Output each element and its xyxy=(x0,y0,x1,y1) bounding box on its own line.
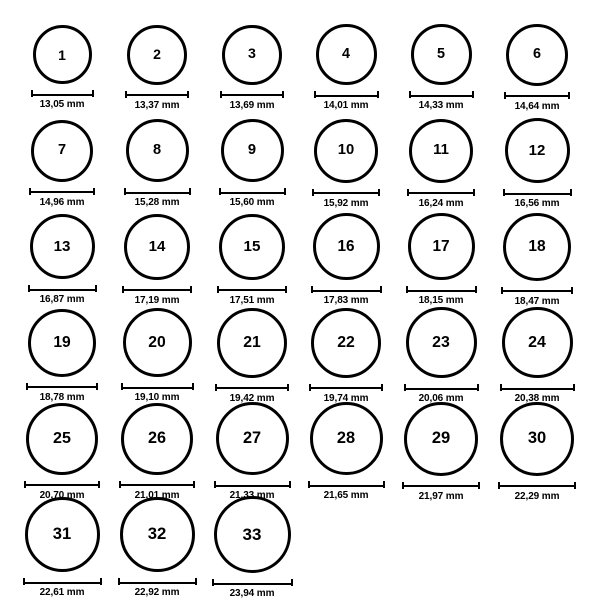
ring-circle xyxy=(216,402,289,475)
ring-size-cell xyxy=(207,496,297,599)
diameter-label: 14,96 mm xyxy=(39,196,85,208)
ring-circle xyxy=(221,119,284,182)
dimension-line xyxy=(219,188,286,195)
ring-circle xyxy=(310,402,383,475)
ring-dimension xyxy=(29,188,95,208)
ring-size-cell xyxy=(112,25,202,111)
ring-size-cell xyxy=(17,120,107,208)
ring-circle xyxy=(219,214,285,280)
diameter-label: 15,92 mm xyxy=(323,197,369,209)
ring-size-cell xyxy=(17,309,107,403)
ring-size-cell xyxy=(207,119,297,208)
ring-circle xyxy=(411,24,472,85)
ring-size-label: 5 xyxy=(436,46,445,63)
ring-dimension xyxy=(121,383,194,403)
ring-circle xyxy=(121,403,193,475)
diameter-label: 20,70 mm xyxy=(39,489,85,501)
dimension-line xyxy=(406,286,477,293)
diameter-label: 14,64 mm xyxy=(514,100,560,112)
dimension-line xyxy=(500,384,575,391)
ring-size-cell xyxy=(492,213,582,307)
dimension-line xyxy=(124,188,191,195)
diameter-label: 19,74 mm xyxy=(323,392,369,404)
ring-circle xyxy=(503,213,571,281)
ring-dimension xyxy=(212,579,293,599)
ring-circle xyxy=(127,25,187,85)
diameter-label: 13,05 mm xyxy=(39,99,85,110)
ring-size-cell xyxy=(112,403,202,501)
ring-size-cell xyxy=(492,402,582,502)
diameter-label: 14,33 mm xyxy=(418,100,464,111)
ring-circle xyxy=(222,25,282,85)
diameter-label: 16,24 mm xyxy=(418,197,464,209)
ring-circle xyxy=(313,213,380,280)
ring-dimension xyxy=(311,286,382,306)
ring-circle xyxy=(217,308,287,378)
ring-dimension xyxy=(406,286,477,306)
diameter-label: 13,37 mm xyxy=(134,99,180,111)
ring-size-label: 28 xyxy=(336,429,356,448)
ring-size-cell xyxy=(17,497,107,598)
ring-dimension xyxy=(28,285,97,305)
ring-dimension xyxy=(312,189,380,209)
ring-circle xyxy=(409,119,473,183)
diameter-label: 16,87 mm xyxy=(39,294,85,305)
ring-circle xyxy=(506,24,568,86)
ring-size-label: 30 xyxy=(527,429,547,448)
ring-size-label: 22 xyxy=(337,333,355,351)
ring-size-label: 4 xyxy=(342,46,350,63)
dimension-line xyxy=(312,189,380,196)
dimension-line xyxy=(309,384,383,391)
diameter-label: 21,33 mm xyxy=(229,490,275,501)
dimension-line xyxy=(214,481,291,488)
ring-circle xyxy=(311,308,381,378)
ring-circle xyxy=(406,307,477,378)
diameter-label: 13,69 mm xyxy=(229,99,275,111)
dimension-line xyxy=(407,189,475,196)
ring-circle xyxy=(28,309,96,377)
ring-dimension xyxy=(308,481,385,501)
ring-dimension xyxy=(118,578,197,598)
ring-circle xyxy=(123,308,192,377)
ring-circle xyxy=(502,307,573,378)
ring-circle xyxy=(316,24,377,85)
dimension-line xyxy=(23,578,102,585)
diameter-label: 22,92 mm xyxy=(134,587,180,598)
ring-size-cell xyxy=(17,25,107,110)
ring-dimension xyxy=(314,91,379,111)
dimension-line xyxy=(501,287,573,294)
ring-size-cell xyxy=(207,214,297,306)
ring-circle xyxy=(314,119,378,183)
dimension-line xyxy=(498,482,576,489)
ring-dimension xyxy=(407,189,475,209)
dimension-line xyxy=(26,383,98,390)
ring-size-label: 33 xyxy=(242,525,262,544)
ring-size-cell xyxy=(17,214,107,305)
ring-dimension xyxy=(23,578,102,598)
dimension-line xyxy=(212,579,293,586)
ring-size-label: 6 xyxy=(532,46,541,63)
diameter-label: 21,65 mm xyxy=(323,490,369,501)
ring-circle xyxy=(30,214,95,279)
ring-circle xyxy=(500,402,574,476)
ring-dimension xyxy=(309,384,383,404)
diameter-label: 17,83 mm xyxy=(323,295,369,306)
ring-circle xyxy=(33,25,92,84)
ring-size-cell xyxy=(301,119,391,209)
ring-size-cell xyxy=(112,214,202,306)
ring-size-cell xyxy=(301,24,391,111)
ring-size-label: 2 xyxy=(153,46,161,63)
ring-circle xyxy=(404,402,478,476)
dimension-line xyxy=(118,578,197,585)
ring-dimension xyxy=(26,383,98,403)
diameter-label: 14,01 mm xyxy=(323,100,369,111)
ring-size-cell xyxy=(396,307,486,404)
ring-size-label: 24 xyxy=(528,333,546,351)
diameter-label: 15,60 mm xyxy=(229,197,275,208)
ring-size-cell xyxy=(112,119,202,208)
ring-dimension xyxy=(124,188,191,208)
ring-size-cell xyxy=(207,402,297,501)
diameter-label: 20,06 mm xyxy=(418,393,464,404)
dimension-line xyxy=(28,285,97,292)
dimension-line xyxy=(121,383,194,390)
diameter-label: 20,38 mm xyxy=(514,393,560,404)
ring-size-label: 17 xyxy=(432,237,450,255)
ring-size-cell xyxy=(396,119,486,209)
ring-size-label: 25 xyxy=(53,429,71,448)
ring-dimension xyxy=(215,384,289,404)
ring-dimension xyxy=(219,188,286,208)
ring-size-cell xyxy=(396,24,486,111)
dimension-line xyxy=(404,384,479,391)
ring-size-cell xyxy=(396,213,486,306)
ring-size-label: 19 xyxy=(53,333,71,351)
diameter-label: 17,51 mm xyxy=(229,294,275,306)
ring-size-label: 18 xyxy=(528,237,546,255)
ring-dimension xyxy=(125,91,189,111)
ring-circle xyxy=(120,497,195,572)
ring-size-cell xyxy=(492,24,582,112)
ring-dimension xyxy=(122,286,192,306)
ring-circle xyxy=(126,119,189,182)
ring-size-cell xyxy=(112,308,202,403)
diameter-label: 15,28 mm xyxy=(134,197,180,208)
ring-dimension xyxy=(220,91,284,111)
ring-size-label: 10 xyxy=(337,142,355,159)
diameter-label: 18,15 mm xyxy=(418,295,464,306)
ring-size-label: 1 xyxy=(58,46,66,63)
diameter-label: 22,29 mm xyxy=(514,490,560,502)
ring-size-label: 3 xyxy=(248,46,256,63)
ring-size-label: 8 xyxy=(152,142,162,159)
dimension-line xyxy=(217,286,287,293)
ring-size-cell xyxy=(492,307,582,404)
diameter-label: 23,94 mm xyxy=(229,588,275,599)
dimension-line xyxy=(215,384,289,391)
diameter-label: 19,10 mm xyxy=(134,392,180,403)
ring-size-label: 21 xyxy=(243,333,261,351)
dimension-line xyxy=(24,481,100,488)
ring-circle xyxy=(25,497,100,572)
dimension-line xyxy=(119,481,195,488)
ring-size-label: 9 xyxy=(247,142,257,159)
dimension-line xyxy=(409,91,474,98)
diameter-label: 22,61 mm xyxy=(39,587,85,598)
ring-size-label: 15 xyxy=(243,237,261,255)
diameter-label: 19,42 mm xyxy=(229,392,275,404)
ring-size-cell xyxy=(492,118,582,209)
ring-circle xyxy=(26,403,98,475)
ring-dimension xyxy=(503,189,572,209)
ring-size-cell xyxy=(301,308,391,404)
ring-size-cell xyxy=(207,308,297,404)
ring-size-cell xyxy=(301,402,391,501)
ring-dimension xyxy=(402,482,480,502)
ring-size-cell xyxy=(17,403,107,501)
dimension-line xyxy=(504,92,570,99)
dimension-line xyxy=(314,91,379,98)
ring-dimension xyxy=(217,286,287,306)
dimension-line xyxy=(311,286,382,293)
ring-circle xyxy=(214,496,291,573)
ring-size-label: 27 xyxy=(242,429,262,448)
ring-size-label: 14 xyxy=(148,237,166,255)
dimension-line xyxy=(122,286,192,293)
diameter-label: 21,97 mm xyxy=(418,490,464,502)
ring-size-label: 7 xyxy=(57,142,67,159)
ring-circle xyxy=(408,213,475,280)
ring-size-cell xyxy=(112,497,202,598)
ring-size-cell xyxy=(396,402,486,502)
ring-size-cell xyxy=(207,25,297,111)
ring-circle xyxy=(31,120,93,182)
ring-size-label: 20 xyxy=(148,333,166,351)
dimension-line xyxy=(220,91,284,98)
ring-size-label: 12 xyxy=(528,142,546,159)
diameter-label: 16,56 mm xyxy=(514,198,560,209)
diameter-label: 18,47 mm xyxy=(514,295,560,307)
diameter-label: 18,78 mm xyxy=(39,391,85,403)
ring-dimension xyxy=(501,287,573,307)
ring-size-cell xyxy=(301,213,391,306)
ring-dimension xyxy=(504,92,570,112)
dimension-line xyxy=(29,188,95,195)
ring-size-label: 29 xyxy=(431,429,451,448)
ring-size-label: 11 xyxy=(433,142,449,159)
ring-size-label: 13 xyxy=(53,237,71,255)
dimension-line xyxy=(402,482,480,489)
ring-size-label: 31 xyxy=(52,524,72,544)
dimension-line xyxy=(125,91,189,98)
dimension-line xyxy=(308,481,385,488)
dimension-line xyxy=(31,90,94,97)
ring-circle xyxy=(505,118,570,183)
dimension-line xyxy=(503,189,572,196)
ring-dimension xyxy=(31,90,94,110)
ring-dimension xyxy=(409,91,474,111)
ring-size-label: 23 xyxy=(432,333,450,351)
ring-size-label: 16 xyxy=(337,237,355,255)
diameter-label: 21,01 mm xyxy=(134,489,180,501)
ring-size-label: 26 xyxy=(147,429,166,448)
ring-size-label: 32 xyxy=(147,524,167,544)
ring-dimension xyxy=(498,482,576,502)
diameter-label: 17,19 mm xyxy=(134,294,180,306)
ring-circle xyxy=(124,214,190,280)
